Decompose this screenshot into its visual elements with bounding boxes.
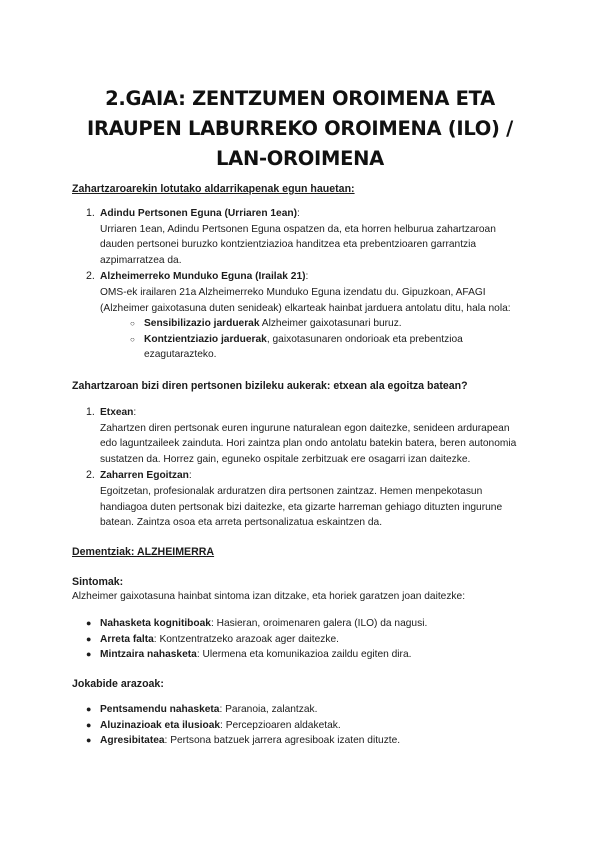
list-number: 1. <box>86 207 95 219</box>
list-item-title: Etxean <box>100 407 134 418</box>
list-item <box>72 616 528 632</box>
list-item-title: Alzheimerreko Munduko Eguna (Irailak 21) <box>100 271 306 283</box>
list-item-text: : Pertsona batzuek jarrera agresiboak izaten dituzte. <box>164 735 401 747</box>
list-item-title: Arreta falta <box>100 633 154 645</box>
bullet-icon: ● <box>86 704 92 714</box>
list-item <box>72 405 528 467</box>
list-item-title: Zaharren Egoitzan <box>100 470 189 482</box>
list-item-text: : Kontzentratzeko arazoak ager daitezke. <box>153 633 339 645</box>
section-heading-residence: Zahartzaroan bizi diren pertsonen bizileku aukerak: etxean ala egoitza batean? <box>72 380 468 392</box>
sub-item-text: , gaixotasunaren ondorioak eta prebentzioa ezagutarazteko. <box>144 333 463 361</box>
list-item-text: Zahartzen diren pertsonak euren ingurune naturalean egon daitezke, senideen ardurapean edo laguntzaileek zainduta. Hori zaintza plan ondo antolatu batekin batera, beren autonomia sustatzen da. Horrez gain, eguneko ospitale zerbitzuak ere osagarri izan daitezke. <box>100 422 517 465</box>
section-heading-claims: Zahartzaroarekin lotutako aldarrikapenak egun hauetan: <box>72 183 355 195</box>
list-item <box>72 206 528 268</box>
sub-item-title: Kontzientziazio jarduerak <box>144 333 267 345</box>
list-item-title: Aluzinazioak eta ilusioak <box>100 719 221 731</box>
symptoms-intro: Alzheimer gaixotasuna hainbat sintoma izan ditzake, eta horiek garatzen joan daitezke: <box>72 591 466 602</box>
list-item-text: : Percepzioaren aldaketak. <box>220 719 341 731</box>
dementia-heading-prefix: Dementziak: <box>72 546 137 558</box>
list-item-text: : Hasieran, oroimenaren galera (ILO) da nagusi. <box>210 618 428 629</box>
bullet-icon: ● <box>86 719 92 730</box>
section-heading-dementia <box>72 545 214 559</box>
list-item <box>72 269 528 316</box>
list-number: 2. <box>86 469 95 482</box>
list-item <box>72 733 528 749</box>
sub-item-title: Sensibilizazio jarduerak <box>144 318 260 330</box>
dementia-heading-main: ALZHEIMERRA <box>136 546 215 558</box>
bullet-icon: ● <box>86 618 92 628</box>
list-item-title: Nahasketa kognitiboak <box>100 618 211 629</box>
bullet-icon: ● <box>86 633 92 644</box>
circle-bullet-icon: ○ <box>130 319 135 329</box>
list-item-text: : Ulermena eta komunikazioa zaildu egiten dira. <box>196 649 412 661</box>
symptoms-list <box>72 616 528 663</box>
behavior-list <box>72 702 528 749</box>
list-item-title: Mintzaira nahasketa <box>100 649 197 661</box>
list-item-title: Adindu Pertsonen Eguna (Urriaren 1ean) <box>100 208 297 219</box>
bullet-icon: ● <box>86 649 92 660</box>
symptoms-heading: Sintomak: <box>72 576 124 588</box>
page-title: 2.GAIA: ZENTZUMEN OROIMENA ETA IRAUPEN LABURREKO OROIMENA (ILO) / LAN-OROIMENA <box>87 87 513 170</box>
claims-list <box>72 206 528 363</box>
list-item <box>72 647 528 663</box>
circle-bullet-icon: ○ <box>130 334 135 344</box>
list-item-text: : Paranoia, zalantzak. <box>219 704 318 715</box>
list-item <box>72 702 528 718</box>
list-item <box>72 718 528 734</box>
list-item-colon: : <box>297 208 300 219</box>
behavior-heading: Jokabide arazoak: <box>72 678 164 690</box>
list-item-text: Urriaren 1ean, Adindu Pertsonen Eguna ospatzen da, eta horren helburua zahartzaroan dauden pertsonei buruzko kontzientziazioa handitzea eta prebentzioaren garrantzia azpimarratzea da. <box>100 223 496 266</box>
list-item-text: Egoitzetan, profesionalak arduratzen dira pertsonen zaintzaz. Hemen menpekotasun handiagoa duten pertsonak bizi daitezke, eta gizarte harreman gehiago dituzten ingurune batean. Zaintza osoa eta arreta pertsonalizatua eskaintzen da. <box>100 485 503 529</box>
list-item-title: Agresibitatea <box>100 735 165 747</box>
list-item <box>72 468 528 530</box>
list-number: 1. <box>86 406 95 418</box>
list-item-title: Pentsamendu nahasketa <box>100 704 220 715</box>
list-item-text: OMS-ek irailaren 21a Alzheimerreko Munduko Eguna izendatu du. Gipuzkoan, AFAGI (Alzheimer gaixotasuna duten senideak) elkarteak hainbat jarduera antolatu ditu, hala nola: <box>100 286 511 314</box>
list-item-colon: : <box>188 470 192 482</box>
list-item-colon: : <box>305 271 309 283</box>
sub-list-item <box>72 316 528 332</box>
sub-list-item <box>72 332 528 363</box>
bullet-icon: ● <box>86 735 92 746</box>
sub-item-text: Alzheimer gaixotasunari buruz. <box>259 318 402 330</box>
list-item <box>72 632 528 648</box>
list-item-colon: : <box>133 407 137 418</box>
list-number: 2. <box>86 270 95 283</box>
residence-list <box>72 405 528 531</box>
